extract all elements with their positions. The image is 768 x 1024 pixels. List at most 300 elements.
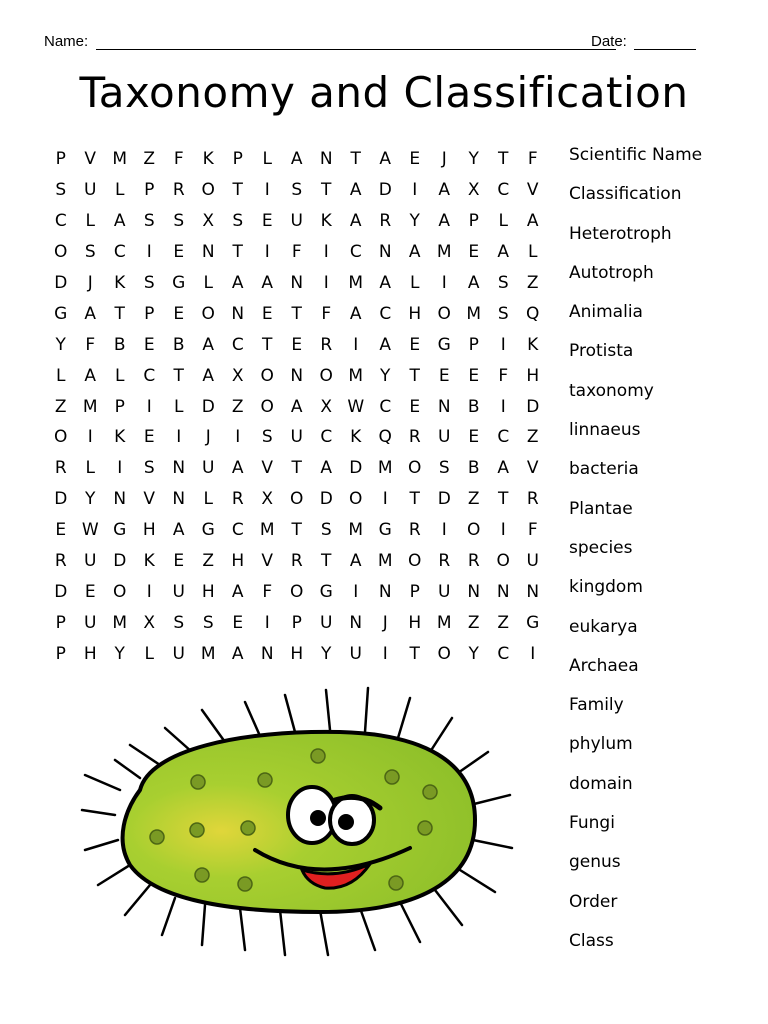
grid-letter[interactable]: C — [231, 334, 244, 355]
grid-letter[interactable]: U — [84, 180, 97, 201]
grid-letter[interactable]: O — [290, 489, 304, 510]
grid-letter[interactable]: H — [408, 303, 422, 324]
grid-letter[interactable]: R — [290, 551, 303, 572]
grid-letter[interactable]: I — [323, 242, 329, 263]
grid-letter[interactable]: K — [143, 551, 155, 572]
grid-letter[interactable]: R — [379, 211, 392, 232]
grid-letter[interactable]: N — [201, 242, 215, 263]
grid-letter[interactable]: N — [349, 612, 363, 633]
grid-letter[interactable]: Z — [467, 489, 480, 510]
grid-letter[interactable]: R — [526, 489, 539, 510]
grid-letter[interactable]: A — [467, 273, 480, 293]
grid-letter[interactable]: A — [497, 242, 510, 263]
grid-letter[interactable]: I — [530, 643, 536, 664]
grid-letter[interactable]: K — [114, 273, 126, 293]
grid-letter[interactable]: O — [260, 365, 274, 386]
grid-letter[interactable]: D — [54, 489, 68, 510]
grid-letter[interactable]: A — [438, 211, 451, 232]
grid-letter[interactable]: O — [467, 520, 481, 541]
grid-letter[interactable]: I — [146, 396, 152, 417]
grid-letter[interactable]: M — [377, 551, 393, 572]
grid-letter[interactable]: M — [348, 273, 364, 293]
grid-letter[interactable]: O — [496, 551, 510, 572]
grid-letter[interactable]: I — [264, 242, 270, 263]
grid-letter[interactable]: R — [54, 551, 67, 572]
grid-letter[interactable]: E — [409, 334, 421, 355]
grid-letter[interactable]: T — [232, 180, 243, 201]
grid-letter[interactable]: A — [231, 581, 244, 602]
grid-letter[interactable]: A — [231, 273, 244, 293]
grid-letter[interactable]: M — [466, 303, 482, 324]
grid-letter[interactable]: U — [438, 427, 451, 448]
grid-letter[interactable]: S — [497, 303, 509, 324]
grid-letter[interactable]: I — [146, 581, 152, 602]
grid-letter[interactable]: X — [231, 365, 244, 386]
grid-letter[interactable]: D — [54, 581, 68, 602]
grid-letter[interactable]: E — [232, 612, 244, 633]
grid-letter[interactable]: L — [56, 365, 66, 386]
grid-letter[interactable]: J — [441, 149, 447, 170]
grid-letter[interactable]: R — [231, 489, 244, 510]
grid-letter[interactable]: A — [231, 458, 244, 479]
grid-letter[interactable]: M — [112, 612, 128, 633]
grid-letter[interactable]: H — [201, 581, 215, 602]
grid-letter[interactable]: P — [114, 396, 125, 417]
grid-letter[interactable]: K — [320, 211, 332, 232]
grid-letter[interactable]: L — [174, 396, 184, 417]
grid-letter[interactable]: G — [113, 520, 127, 541]
grid-letter[interactable]: Z — [231, 396, 244, 417]
grid-letter[interactable]: T — [114, 303, 125, 324]
grid-letter[interactable]: V — [84, 149, 97, 170]
grid-letter[interactable]: M — [259, 520, 275, 541]
grid-letter[interactable]: T — [498, 489, 509, 510]
grid-letter[interactable]: O — [260, 396, 274, 417]
grid-letter[interactable]: V — [143, 489, 156, 510]
grid-letter[interactable]: F — [527, 149, 538, 170]
grid-letter[interactable]: A — [379, 334, 392, 355]
grid-letter[interactable]: O — [290, 581, 304, 602]
grid-letter[interactable]: X — [467, 180, 480, 201]
grid-letter[interactable]: E — [173, 303, 185, 324]
grid-letter[interactable]: N — [526, 581, 540, 602]
grid-letter[interactable]: T — [173, 365, 184, 386]
grid-letter[interactable]: Z — [54, 396, 67, 417]
grid-letter[interactable]: O — [437, 303, 451, 324]
grid-letter[interactable]: A — [349, 211, 362, 232]
grid-letter[interactable]: S — [291, 180, 303, 201]
grid-letter[interactable]: S — [261, 427, 273, 448]
grid-letter[interactable]: S — [143, 211, 155, 232]
grid-letter[interactable]: C — [143, 365, 156, 386]
date-label: Date: — [591, 33, 627, 50]
grid-letter[interactable]: E — [409, 396, 421, 417]
grid-letter[interactable]: G — [201, 520, 215, 541]
grid-letter[interactable]: H — [408, 612, 422, 633]
grid-letter[interactable]: E — [409, 149, 421, 170]
grid-letter[interactable]: A — [113, 211, 126, 232]
grid-letter[interactable]: Z — [467, 612, 480, 633]
grid-letter[interactable]: F — [291, 242, 302, 263]
grid-letter[interactable]: N — [378, 242, 392, 263]
grid-letter[interactable]: Z — [526, 427, 539, 448]
grid-letter[interactable]: W — [81, 520, 99, 541]
grid-letter[interactable]: T — [321, 551, 332, 572]
grid-letter[interactable]: X — [261, 489, 274, 510]
name-blank-line[interactable] — [96, 49, 616, 50]
grid-letter[interactable]: M — [82, 396, 98, 417]
grid-letter[interactable]: P — [232, 149, 243, 170]
page-title: Taxonomy and Classification — [79, 68, 689, 117]
grid-letter[interactable]: I — [353, 334, 359, 355]
grid-letter[interactable]: X — [320, 396, 333, 417]
grid-letter[interactable]: Y — [114, 643, 125, 664]
grid-letter[interactable]: T — [409, 365, 420, 386]
grid-letter[interactable]: A — [349, 303, 362, 324]
grid-letter[interactable]: L — [410, 273, 420, 293]
grid-letter[interactable]: S — [173, 211, 185, 232]
grid-letter[interactable]: N — [290, 365, 304, 386]
grid-letter[interactable]: U — [290, 427, 303, 448]
grid-letter[interactable]: N — [172, 458, 186, 479]
grid-letter[interactable]: U — [172, 581, 185, 602]
grid-letter[interactable]: L — [115, 365, 125, 386]
grid-letter[interactable]: A — [408, 242, 421, 263]
grid-letter[interactable]: P — [468, 334, 479, 355]
grid-letter[interactable]: D — [526, 396, 540, 417]
grid-letter[interactable]: C — [497, 643, 510, 664]
grid-letter[interactable]: F — [262, 581, 273, 602]
grid-letter[interactable]: U — [320, 612, 333, 633]
grid-letter[interactable]: D — [54, 273, 68, 293]
grid-letter[interactable]: V — [526, 180, 539, 201]
grid-letter[interactable]: R — [172, 180, 185, 201]
grid-letter[interactable]: K — [114, 427, 126, 448]
grid-letter[interactable]: A — [438, 180, 451, 201]
grid-letter[interactable]: O — [113, 581, 127, 602]
grid-letter[interactable]: U — [202, 458, 215, 479]
grid-letter[interactable]: G — [378, 520, 392, 541]
grid-letter[interactable]: B — [113, 334, 126, 355]
grid-letter[interactable]: T — [291, 458, 302, 479]
grid-letter[interactable]: Y — [468, 149, 479, 170]
grid-letter[interactable]: M — [348, 520, 364, 541]
grid-letter[interactable]: A — [349, 180, 362, 201]
grid-letter[interactable]: E — [468, 242, 480, 263]
grid-letter[interactable]: H — [83, 643, 97, 664]
grid-letter[interactable]: T — [409, 489, 420, 510]
grid-letter[interactable]: I — [353, 581, 359, 602]
grid-letter[interactable]: O — [201, 180, 215, 201]
grid-letter[interactable]: X — [143, 612, 156, 633]
grid-letter[interactable]: A — [290, 149, 303, 170]
grid-letter[interactable]: E — [84, 581, 96, 602]
grid-letter[interactable]: L — [203, 273, 213, 293]
grid-letter[interactable]: R — [438, 551, 451, 572]
grid-letter[interactable]: I — [235, 427, 241, 448]
grid-letter[interactable]: I — [117, 458, 123, 479]
grid-letter[interactable]: I — [382, 489, 388, 510]
grid-letter[interactable]: C — [497, 427, 510, 448]
grid-letter[interactable]: A — [379, 273, 392, 293]
grid-letter[interactable]: L — [528, 242, 538, 263]
grid-letter[interactable]: I — [146, 242, 152, 263]
grid-letter[interactable]: C — [320, 427, 333, 448]
grid-letter[interactable]: T — [350, 149, 361, 170]
grid-letter[interactable]: U — [172, 643, 185, 664]
word-list — [569, 143, 759, 968]
grid-letter[interactable]: C — [379, 396, 392, 417]
grid-letter[interactable]: O — [408, 458, 422, 479]
grid-letter[interactable]: A — [84, 303, 97, 324]
grid-letter[interactable]: M — [348, 365, 364, 386]
grid-letter[interactable]: U — [349, 643, 362, 664]
grid-letter[interactable]: I — [264, 612, 270, 633]
grid-letter[interactable]: Y — [380, 365, 391, 386]
grid-letter[interactable]: T — [321, 180, 332, 201]
grid-letter[interactable]: A — [202, 334, 215, 355]
grid-letter[interactable]: C — [113, 242, 126, 263]
grid-letter[interactable]: N — [260, 643, 274, 664]
grid-letter[interactable]: P — [291, 612, 302, 633]
grid-letter[interactable]: M — [436, 242, 452, 263]
grid-letter[interactable]: O — [349, 489, 363, 510]
grid-letter[interactable]: D — [349, 458, 363, 479]
grid-letter[interactable]: H — [526, 365, 540, 386]
grid-letter[interactable]: K — [202, 149, 214, 170]
grid-letter[interactable]: F — [498, 365, 509, 386]
grid-letter[interactable]: I — [500, 396, 506, 417]
word-list-item: Family — [569, 695, 624, 716]
grid-letter[interactable]: S — [438, 458, 450, 479]
grid-letter[interactable]: O — [201, 303, 215, 324]
grid-letter[interactable]: F — [321, 303, 332, 324]
grid-letter[interactable]: A — [172, 520, 185, 541]
grid-letter[interactable]: A — [261, 273, 274, 293]
grid-letter[interactable]: T — [262, 334, 273, 355]
grid-letter[interactable]: P — [468, 211, 479, 232]
grid-letter[interactable]: I — [382, 643, 388, 664]
grid-letter[interactable]: Z — [497, 612, 510, 633]
grid-letter[interactable]: I — [441, 273, 447, 293]
grid-letter[interactable]: M — [436, 612, 452, 633]
grid-letter[interactable]: O — [437, 643, 451, 664]
grid-letter[interactable]: B — [467, 458, 480, 479]
grid-letter[interactable]: Z — [526, 273, 539, 293]
grid-letter[interactable]: D — [201, 396, 215, 417]
grid-letter[interactable]: R — [408, 427, 421, 448]
grid-letter[interactable]: Z — [202, 551, 215, 572]
word-list-item: phylum — [569, 734, 633, 755]
grid-letter[interactable]: G — [172, 273, 186, 293]
grid-letter[interactable]: P — [55, 643, 66, 664]
grid-letter[interactable]: Y — [55, 334, 66, 355]
grid-letter[interactable]: I — [441, 520, 447, 541]
grid-letter[interactable]: V — [261, 458, 274, 479]
grid-letter[interactable]: S — [232, 211, 244, 232]
grid-letter[interactable]: C — [349, 242, 362, 263]
grid-letter[interactable]: E — [173, 551, 185, 572]
grid-letter[interactable]: B — [467, 396, 480, 417]
grid-letter[interactable]: E — [438, 365, 450, 386]
grid-letter[interactable]: E — [468, 427, 480, 448]
grid-letter[interactable]: U — [526, 551, 539, 572]
grid-letter[interactable]: P — [55, 612, 66, 633]
grid-letter[interactable]: G — [437, 334, 451, 355]
grid-letter[interactable]: G — [526, 612, 540, 633]
grid-letter[interactable]: N — [290, 273, 304, 293]
grid-letter[interactable]: D — [113, 551, 127, 572]
grid-letter[interactable]: C — [231, 520, 244, 541]
grid-letter[interactable]: S — [84, 242, 96, 263]
grid-letter[interactable]: U — [438, 581, 451, 602]
grid-letter[interactable]: T — [498, 149, 509, 170]
grid-letter[interactable]: X — [202, 211, 215, 232]
grid-letter[interactable]: O — [408, 551, 422, 572]
grid-letter[interactable]: Y — [85, 489, 96, 510]
grid-letter[interactable]: F — [173, 149, 184, 170]
grid-letter[interactable]: A — [497, 458, 510, 479]
word-list-item: Autotroph — [569, 262, 654, 283]
grid-letter[interactable]: G — [54, 303, 68, 324]
grid-letter[interactable]: D — [437, 489, 451, 510]
grid-letter[interactable]: T — [291, 303, 302, 324]
grid-letter[interactable]: R — [320, 334, 333, 355]
grid-letter[interactable]: Q — [378, 427, 392, 448]
grid-letter[interactable]: L — [85, 458, 95, 479]
grid-letter[interactable]: S — [497, 273, 509, 293]
grid-letter[interactable]: Z — [143, 149, 156, 170]
grid-letter[interactable]: G — [319, 581, 333, 602]
grid-letter[interactable]: C — [497, 180, 510, 201]
grid-letter[interactable]: P — [144, 180, 155, 201]
grid-letter[interactable]: I — [176, 427, 182, 448]
grid-letter[interactable]: P — [144, 303, 155, 324]
grid-letter[interactable]: Y — [409, 211, 420, 232]
grid-letter[interactable]: J — [205, 427, 211, 448]
grid-letter[interactable]: K — [350, 427, 362, 448]
grid-letter[interactable]: A — [379, 149, 392, 170]
grid-letter[interactable]: J — [87, 273, 93, 293]
grid-letter[interactable]: A — [231, 643, 244, 664]
grid-letter[interactable]: W — [347, 396, 365, 417]
grid-letter[interactable]: M — [200, 643, 216, 664]
grid-letter[interactable]: H — [142, 520, 156, 541]
grid-letter[interactable]: O — [54, 242, 68, 263]
grid-letter[interactable]: E — [261, 303, 273, 324]
grid-letter[interactable]: C — [379, 303, 392, 324]
grid-letter[interactable]: E — [291, 334, 303, 355]
grid-letter[interactable]: I — [500, 520, 506, 541]
grid-letter[interactable]: L — [203, 489, 213, 510]
grid-letter[interactable]: A — [320, 458, 333, 479]
grid-letter[interactable]: L — [498, 211, 508, 232]
grid-letter[interactable]: S — [173, 612, 185, 633]
grid-letter[interactable]: D — [319, 489, 333, 510]
grid-letter[interactable]: A — [349, 551, 362, 572]
grid-letter[interactable]: N — [467, 581, 481, 602]
grid-letter[interactable]: J — [382, 612, 388, 633]
grid-letter[interactable]: R — [467, 551, 480, 572]
grid-letter[interactable]: N — [172, 489, 186, 510]
grid-letter[interactable]: I — [323, 273, 329, 293]
grid-letter[interactable]: E — [261, 211, 273, 232]
grid-letter[interactable]: Y — [468, 643, 479, 664]
grid-letter[interactable]: I — [412, 180, 418, 201]
grid-letter[interactable]: O — [319, 365, 333, 386]
grid-letter[interactable]: E — [143, 334, 155, 355]
grid-letter[interactable]: Q — [526, 303, 540, 324]
grid-letter[interactable]: B — [172, 334, 185, 355]
grid-letter[interactable]: E — [468, 365, 480, 386]
grid-letter[interactable]: A — [290, 396, 303, 417]
grid-letter[interactable]: U — [84, 612, 97, 633]
grid-letter[interactable]: O — [54, 427, 68, 448]
grid-letter[interactable]: S — [143, 273, 155, 293]
grid-letter[interactable]: H — [290, 643, 304, 664]
grid-letter[interactable]: I — [264, 180, 270, 201]
grid-letter[interactable]: K — [527, 334, 539, 355]
grid-letter[interactable]: S — [320, 520, 332, 541]
grid-letter[interactable]: N — [113, 489, 127, 510]
smiling-bacterium-icon — [80, 680, 530, 980]
grid-letter[interactable]: S — [143, 458, 155, 479]
grid-letter[interactable]: T — [232, 242, 243, 263]
grid-letter[interactable]: M — [377, 458, 393, 479]
word-search-grid[interactable] — [46, 144, 548, 669]
grid-letter[interactable]: V — [526, 458, 539, 479]
grid-letter[interactable]: N — [437, 396, 451, 417]
grid-letter[interactable]: D — [378, 180, 392, 201]
grid-letter[interactable]: H — [231, 551, 245, 572]
grid-letter[interactable]: L — [85, 211, 95, 232]
grid-letter[interactable]: U — [290, 211, 303, 232]
date-blank-line[interactable] — [634, 49, 696, 50]
grid-letter[interactable]: I — [500, 334, 506, 355]
grid-letter[interactable]: A — [84, 365, 97, 386]
grid-letter[interactable]: P — [55, 149, 66, 170]
grid-letter[interactable]: R — [54, 458, 67, 479]
grid-letter[interactable]: N — [319, 149, 333, 170]
grid-letter[interactable]: L — [144, 643, 154, 664]
grid-letter[interactable]: M — [112, 149, 128, 170]
grid-letter[interactable]: A — [202, 365, 215, 386]
grid-letter[interactable]: C — [54, 211, 67, 232]
grid-letter[interactable]: V — [261, 551, 274, 572]
grid-letter[interactable]: P — [409, 581, 420, 602]
grid-letter[interactable]: E — [173, 242, 185, 263]
grid-letter[interactable]: F — [85, 334, 96, 355]
grid-letter[interactable]: N — [496, 581, 510, 602]
grid-letter[interactable]: N — [231, 303, 245, 324]
grid-letter[interactable]: F — [527, 520, 538, 541]
grid-letter[interactable]: Y — [321, 643, 332, 664]
grid-letter[interactable]: I — [87, 427, 93, 448]
grid-letter[interactable]: E — [55, 520, 67, 541]
word-list-item: Scientific Name — [569, 145, 703, 165]
grid-letter[interactable]: E — [143, 427, 155, 448]
grid-letter[interactable]: S — [202, 612, 214, 633]
grid-letter[interactable]: T — [409, 643, 420, 664]
grid-letter[interactable]: S — [55, 180, 67, 201]
grid-letter[interactable]: U — [84, 551, 97, 572]
grid-letter[interactable]: T — [291, 520, 302, 541]
grid-letter[interactable]: L — [262, 149, 272, 170]
grid-letter[interactable]: A — [526, 211, 539, 232]
grid-letter[interactable]: R — [408, 520, 421, 541]
grid-letter[interactable]: N — [378, 581, 392, 602]
grid-letter[interactable]: L — [115, 180, 125, 201]
